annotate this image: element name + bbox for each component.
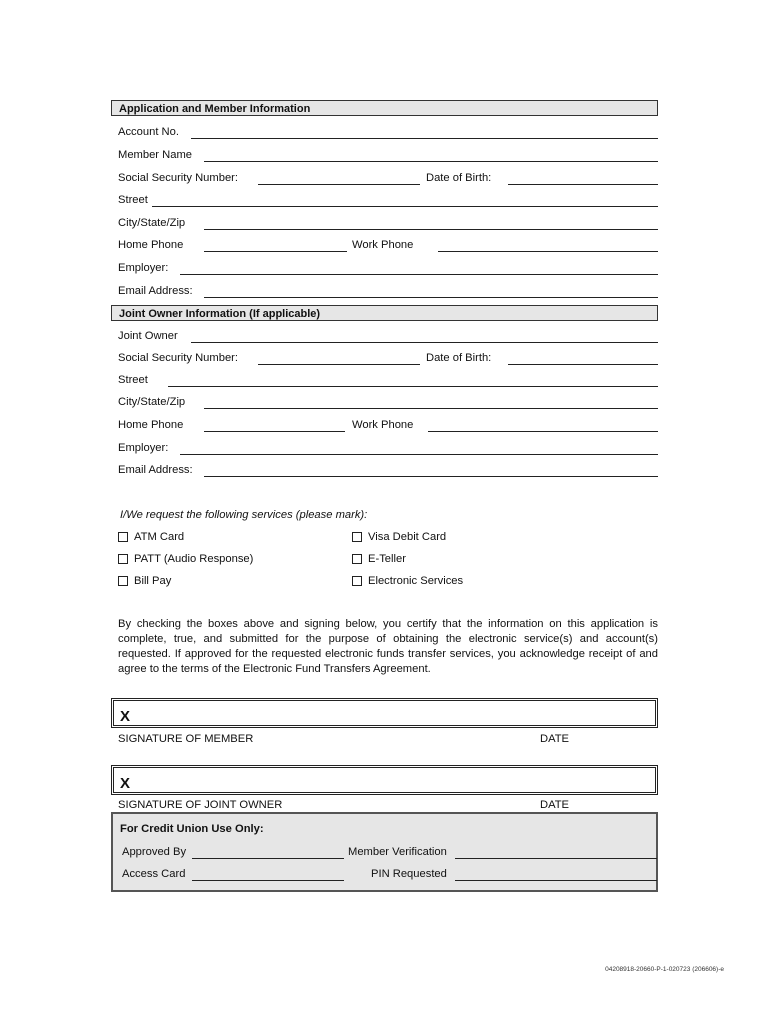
- e-teller-label: E-Teller: [368, 553, 406, 565]
- employer-label: Employer:: [118, 262, 169, 274]
- dob-field[interactable]: [508, 184, 658, 185]
- joint-street-field[interactable]: [168, 386, 658, 387]
- atm-card-label: ATM Card: [134, 531, 185, 543]
- e-teller-checkbox[interactable]: [352, 554, 362, 564]
- joint-dob-label: Date of Birth:: [426, 352, 492, 364]
- member-date-label: DATE: [540, 733, 570, 745]
- joint-employer-field[interactable]: [180, 454, 658, 455]
- electronic-services-checkbox[interactable]: [352, 576, 362, 586]
- member-name-field[interactable]: [204, 161, 658, 162]
- account-no-field[interactable]: [191, 138, 658, 139]
- employer-field[interactable]: [180, 274, 658, 275]
- street-label: Street: [118, 194, 148, 206]
- joint-email-label: Email Address:: [118, 464, 193, 476]
- dob-label: Date of Birth:: [426, 172, 492, 184]
- joint-home-phone-field[interactable]: [204, 431, 345, 432]
- joint-owner-field[interactable]: [191, 342, 658, 343]
- home-phone-field[interactable]: [204, 251, 347, 252]
- electronic-services-label: Electronic Services: [368, 575, 464, 587]
- email-label: Email Address:: [118, 285, 193, 297]
- visa-debit-card-label: Visa Debit Card: [368, 531, 447, 543]
- joint-date-label: DATE: [540, 799, 570, 811]
- work-phone-label: Work Phone: [352, 239, 414, 251]
- member-verification-label: Member Verification: [348, 846, 447, 858]
- patt-label: PATT (Audio Response): [134, 553, 254, 565]
- member-verification-field[interactable]: [455, 858, 657, 859]
- visa-debit-card-checkbox[interactable]: [352, 532, 362, 542]
- joint-city-state-zip-field[interactable]: [204, 408, 658, 409]
- joint-work-phone-label: Work Phone: [352, 419, 414, 431]
- patt-checkbox[interactable]: [118, 554, 128, 564]
- joint-city-state-zip-label: City/State/Zip: [118, 396, 186, 408]
- joint-work-phone-field[interactable]: [428, 431, 658, 432]
- member-signature-x: X: [120, 708, 131, 725]
- bill-pay-checkbox[interactable]: [118, 576, 128, 586]
- cu-use-title: For Credit Union Use Only:: [120, 823, 264, 835]
- joint-street-label: Street: [118, 374, 148, 386]
- services-prompt: I/We request the following services (please mark):: [120, 509, 368, 521]
- form-code-footer: 04208918-20660-P-1-020723 (206606)-e: [605, 966, 724, 973]
- member-signature-label: SIGNATURE OF MEMBER: [118, 733, 254, 745]
- joint-signature-box[interactable]: [111, 765, 658, 795]
- access-card-label: Access Card: [122, 868, 186, 880]
- approved-by-field[interactable]: [192, 858, 344, 859]
- joint-home-phone-label: Home Phone: [118, 419, 184, 431]
- joint-employer-label: Employer:: [118, 442, 169, 454]
- member-name-label: Member Name: [118, 149, 192, 161]
- joint-dob-field[interactable]: [508, 364, 658, 365]
- member-signature-box[interactable]: [111, 698, 658, 728]
- member-section-header: Application and Member Information: [111, 100, 658, 116]
- city-state-zip-label: City/State/Zip: [118, 217, 186, 229]
- joint-section-header: Joint Owner Information (If applicable): [111, 305, 658, 321]
- account-no-label: Account No.: [118, 126, 179, 138]
- pin-requested-field[interactable]: [455, 880, 657, 881]
- joint-signature-x: X: [120, 775, 131, 792]
- home-phone-label: Home Phone: [118, 239, 184, 251]
- pin-requested-label: PIN Requested: [371, 868, 447, 880]
- bill-pay-label: Bill Pay: [134, 575, 172, 587]
- ssn-field[interactable]: [258, 184, 420, 185]
- access-card-field[interactable]: [192, 880, 344, 881]
- joint-owner-label: Joint Owner: [118, 330, 178, 342]
- email-field[interactable]: [204, 297, 658, 298]
- joint-ssn-field[interactable]: [258, 364, 420, 365]
- atm-card-checkbox[interactable]: [118, 532, 128, 542]
- joint-email-field[interactable]: [204, 476, 658, 477]
- city-state-zip-field[interactable]: [204, 229, 658, 230]
- joint-ssn-label: Social Security Number:: [118, 352, 238, 364]
- ssn-label: Social Security Number:: [118, 172, 238, 184]
- work-phone-field[interactable]: [438, 251, 658, 252]
- credit-union-use-box: [111, 812, 658, 892]
- street-field[interactable]: [152, 206, 658, 207]
- certification-text: By checking the boxes above and signing below, you certify that the information on this application is complete, true, and submitted for the purpose of obtaining the electronic service(s) and account(s) requested. If approved for the requested electronic funds transfer services, you acknowledge receipt of and agree to the terms of the Electronic Fund Transfers Agreement.: [118, 618, 658, 675]
- joint-signature-label: SIGNATURE OF JOINT OWNER: [118, 799, 283, 811]
- approved-by-label: Approved By: [122, 846, 187, 858]
